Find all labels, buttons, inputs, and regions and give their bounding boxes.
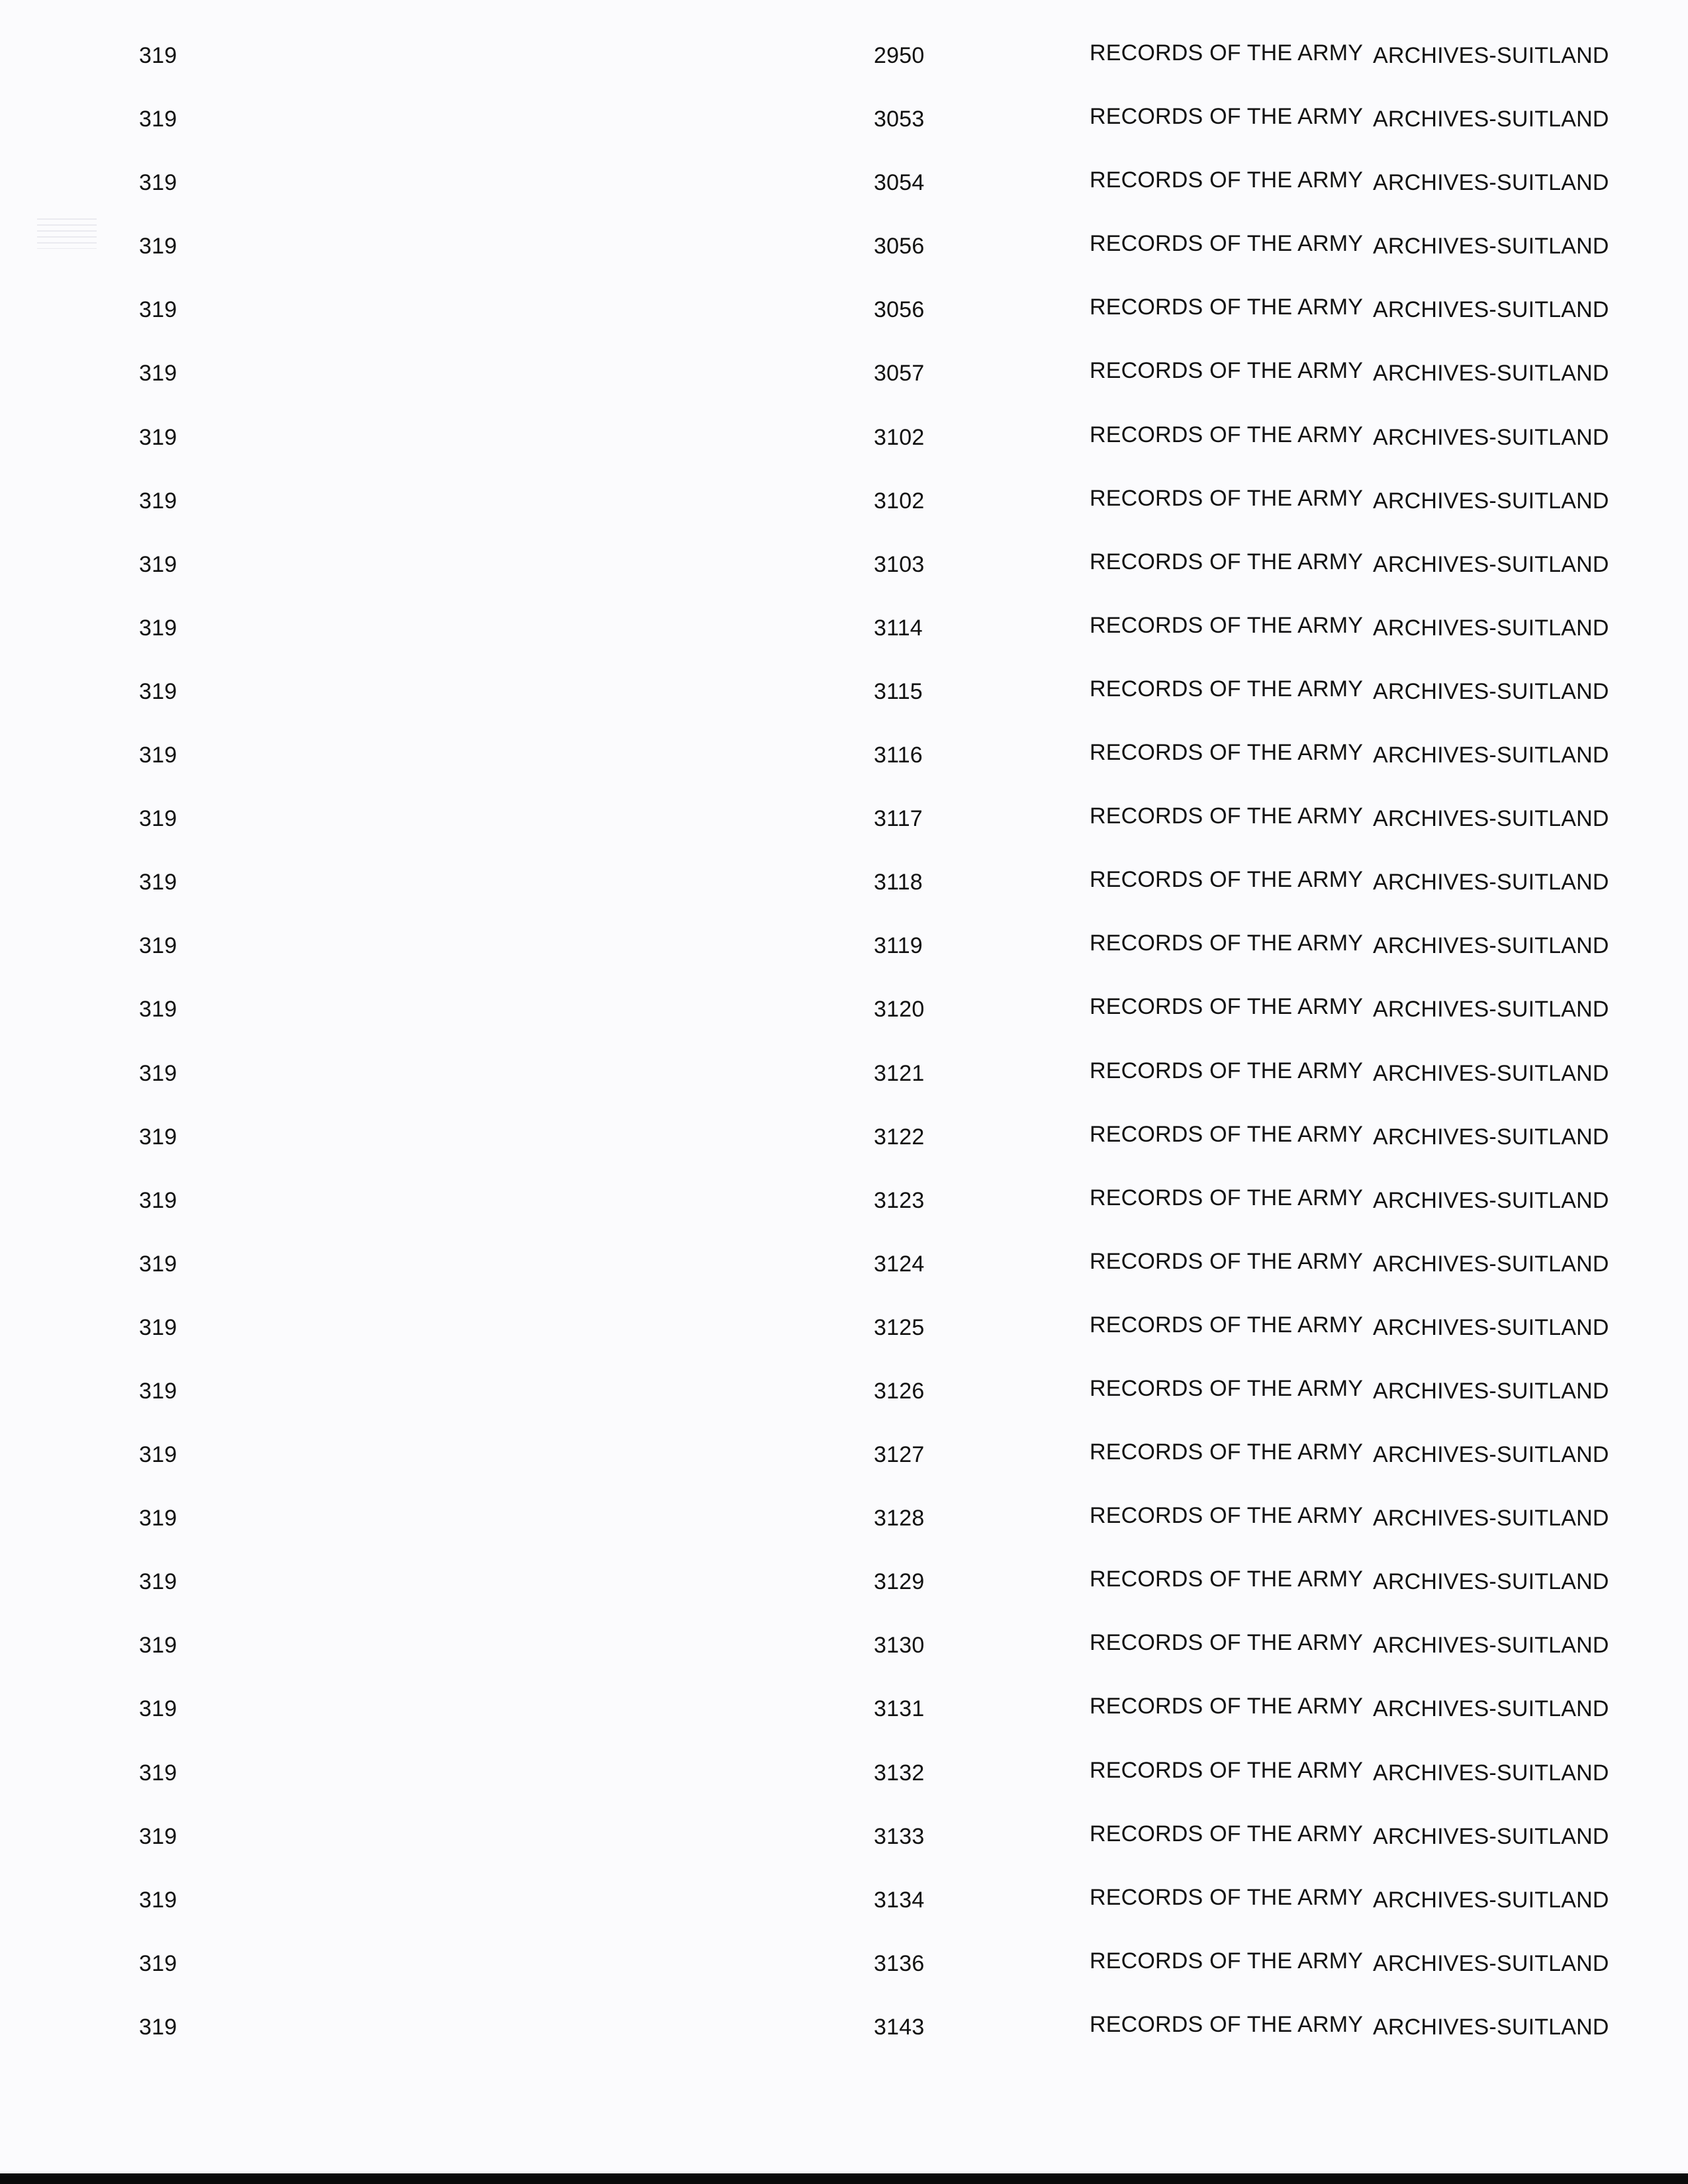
record-group-number: 319 bbox=[139, 1187, 177, 1213]
record-group-number: 319 bbox=[139, 361, 177, 387]
record-title: RECORDS OF THE ARMY bbox=[1090, 867, 1364, 893]
entry-number: 3126 bbox=[874, 1378, 925, 1404]
record-group-number: 319 bbox=[139, 1887, 177, 1913]
record-row bbox=[0, 1886, 1688, 1949]
record-title: RECORDS OF THE ARMY bbox=[1090, 104, 1364, 130]
record-title: RECORDS OF THE ARMY bbox=[1090, 295, 1364, 320]
archive-location: ARCHIVES-SUITLAND bbox=[1373, 424, 1609, 450]
entry-number: 3119 bbox=[874, 933, 923, 959]
archive-location: ARCHIVES-SUITLAND bbox=[1373, 551, 1609, 577]
archive-location: ARCHIVES-SUITLAND bbox=[1373, 1569, 1609, 1595]
entry-number: 3129 bbox=[874, 1569, 925, 1595]
record-row bbox=[0, 1250, 1688, 1313]
record-title: RECORDS OF THE ARMY bbox=[1090, 994, 1364, 1020]
record-group-number: 319 bbox=[139, 488, 177, 514]
record-title: RECORDS OF THE ARMY bbox=[1090, 1503, 1364, 1529]
entry-number: 3132 bbox=[874, 1760, 925, 1786]
record-group-number: 319 bbox=[139, 2014, 177, 2040]
entry-number: 3118 bbox=[874, 870, 923, 895]
record-group-number: 319 bbox=[139, 806, 177, 832]
entry-number: 3122 bbox=[874, 1124, 925, 1150]
record-group-number: 319 bbox=[139, 1124, 177, 1150]
archive-location: ARCHIVES-SUITLAND bbox=[1373, 43, 1609, 68]
record-title: RECORDS OF THE ARMY bbox=[1090, 612, 1364, 638]
entry-number: 3103 bbox=[874, 551, 925, 577]
record-group-number: 319 bbox=[139, 933, 177, 959]
record-title: RECORDS OF THE ARMY bbox=[1090, 803, 1364, 829]
record-row bbox=[0, 41, 1688, 105]
entry-number: 3124 bbox=[874, 1251, 925, 1277]
archive-location: ARCHIVES-SUITLAND bbox=[1373, 678, 1609, 704]
record-title: RECORDS OF THE ARMY bbox=[1090, 358, 1364, 384]
record-title: RECORDS OF THE ARMY bbox=[1090, 740, 1364, 766]
record-row bbox=[0, 931, 1688, 995]
record-row bbox=[0, 1313, 1688, 1377]
entry-number: 3121 bbox=[874, 1060, 925, 1086]
record-title: RECORDS OF THE ARMY bbox=[1090, 1312, 1364, 1338]
record-row bbox=[0, 1949, 1688, 2013]
entry-number: 3053 bbox=[874, 107, 925, 132]
entry-number: 3117 bbox=[874, 806, 923, 832]
archive-location: ARCHIVES-SUITLAND bbox=[1373, 170, 1609, 196]
entry-number: 3143 bbox=[874, 2014, 925, 2040]
archive-location: ARCHIVES-SUITLAND bbox=[1373, 1950, 1609, 1976]
archive-location: ARCHIVES-SUITLAND bbox=[1373, 933, 1609, 959]
record-row bbox=[0, 741, 1688, 804]
archive-location: ARCHIVES-SUITLAND bbox=[1373, 1823, 1609, 1849]
archive-location: ARCHIVES-SUITLAND bbox=[1373, 297, 1609, 323]
record-row bbox=[0, 1377, 1688, 1440]
entry-number: 3116 bbox=[874, 743, 923, 768]
record-group-number: 319 bbox=[139, 870, 177, 895]
record-group-number: 319 bbox=[139, 234, 177, 259]
records-list bbox=[0, 41, 1688, 2076]
entry-number: 3115 bbox=[874, 678, 923, 704]
entry-number: 2950 bbox=[874, 43, 925, 68]
record-group-number: 319 bbox=[139, 107, 177, 132]
record-row bbox=[0, 2013, 1688, 2076]
entry-number: 3131 bbox=[874, 1696, 925, 1722]
entry-number: 3057 bbox=[874, 361, 925, 387]
record-group-number: 319 bbox=[139, 1633, 177, 1659]
record-group-number: 319 bbox=[139, 1950, 177, 1976]
record-row bbox=[0, 359, 1688, 422]
entry-number: 3102 bbox=[874, 488, 925, 514]
record-row bbox=[0, 550, 1688, 614]
record-row bbox=[0, 1440, 1688, 1504]
record-group-number: 319 bbox=[139, 997, 177, 1023]
record-row bbox=[0, 1186, 1688, 1250]
record-title: RECORDS OF THE ARMY bbox=[1090, 1185, 1364, 1210]
record-title: RECORDS OF THE ARMY bbox=[1090, 1884, 1364, 1910]
record-group-number: 319 bbox=[139, 615, 177, 641]
archive-location: ARCHIVES-SUITLAND bbox=[1373, 1887, 1609, 1913]
archive-location: ARCHIVES-SUITLAND bbox=[1373, 488, 1609, 514]
record-row bbox=[0, 105, 1688, 168]
record-title: RECORDS OF THE ARMY bbox=[1090, 1121, 1364, 1147]
record-title: RECORDS OF THE ARMY bbox=[1090, 1757, 1364, 1783]
archive-location: ARCHIVES-SUITLAND bbox=[1373, 997, 1609, 1023]
record-title: RECORDS OF THE ARMY bbox=[1090, 231, 1364, 257]
archive-location: ARCHIVES-SUITLAND bbox=[1373, 1506, 1609, 1531]
record-group-number: 319 bbox=[139, 1823, 177, 1849]
record-title: RECORDS OF THE ARMY bbox=[1090, 1058, 1364, 1083]
entry-number: 3133 bbox=[874, 1823, 925, 1849]
entry-number: 3056 bbox=[874, 234, 925, 259]
record-row bbox=[0, 295, 1688, 359]
archive-location: ARCHIVES-SUITLAND bbox=[1373, 1633, 1609, 1659]
archive-location: ARCHIVES-SUITLAND bbox=[1373, 1314, 1609, 1340]
archive-location: ARCHIVES-SUITLAND bbox=[1373, 1442, 1609, 1468]
record-row bbox=[0, 232, 1688, 295]
record-title: RECORDS OF THE ARMY bbox=[1090, 1694, 1364, 1719]
record-row bbox=[0, 868, 1688, 931]
entry-number: 3056 bbox=[874, 297, 925, 323]
archive-location: ARCHIVES-SUITLAND bbox=[1373, 806, 1609, 832]
record-group-number: 319 bbox=[139, 743, 177, 768]
record-row bbox=[0, 1758, 1688, 1822]
record-group-number: 319 bbox=[139, 678, 177, 704]
record-row bbox=[0, 804, 1688, 868]
archive-location: ARCHIVES-SUITLAND bbox=[1373, 1696, 1609, 1722]
record-row bbox=[0, 168, 1688, 232]
archive-location: ARCHIVES-SUITLAND bbox=[1373, 1060, 1609, 1086]
entry-number: 3125 bbox=[874, 1314, 925, 1340]
entry-number: 3120 bbox=[874, 997, 925, 1023]
record-title: RECORDS OF THE ARMY bbox=[1090, 1439, 1364, 1465]
record-row bbox=[0, 1122, 1688, 1186]
record-title: RECORDS OF THE ARMY bbox=[1090, 422, 1364, 447]
record-row bbox=[0, 995, 1688, 1058]
record-group-number: 319 bbox=[139, 1060, 177, 1086]
record-row bbox=[0, 677, 1688, 741]
record-group-number: 319 bbox=[139, 1760, 177, 1786]
archive-location: ARCHIVES-SUITLAND bbox=[1373, 234, 1609, 259]
archive-location: ARCHIVES-SUITLAND bbox=[1373, 1124, 1609, 1150]
record-title: RECORDS OF THE ARMY bbox=[1090, 931, 1364, 956]
record-group-number: 319 bbox=[139, 424, 177, 450]
archive-location: ARCHIVES-SUITLAND bbox=[1373, 107, 1609, 132]
archive-location: ARCHIVES-SUITLAND bbox=[1373, 1760, 1609, 1786]
record-row bbox=[0, 423, 1688, 486]
entry-number: 3123 bbox=[874, 1187, 925, 1213]
entry-number: 3114 bbox=[874, 615, 923, 641]
record-row bbox=[0, 1059, 1688, 1122]
scanner-edge-bar bbox=[0, 2173, 1688, 2184]
record-group-number: 319 bbox=[139, 1314, 177, 1340]
record-title: RECORDS OF THE ARMY bbox=[1090, 1248, 1364, 1274]
record-title: RECORDS OF THE ARMY bbox=[1090, 549, 1364, 574]
record-row bbox=[0, 614, 1688, 677]
record-row bbox=[0, 1822, 1688, 1886]
record-row bbox=[0, 1504, 1688, 1567]
record-group-number: 319 bbox=[139, 1442, 177, 1468]
record-group-number: 319 bbox=[139, 551, 177, 577]
entry-number: 3054 bbox=[874, 170, 925, 196]
record-row bbox=[0, 1567, 1688, 1631]
entry-number: 3130 bbox=[874, 1633, 925, 1659]
entry-number: 3102 bbox=[874, 424, 925, 450]
record-title: RECORDS OF THE ARMY bbox=[1090, 167, 1364, 193]
record-row bbox=[0, 486, 1688, 550]
entry-number: 3136 bbox=[874, 1950, 925, 1976]
archive-location: ARCHIVES-SUITLAND bbox=[1373, 1187, 1609, 1213]
record-group-number: 319 bbox=[139, 1378, 177, 1404]
entry-number: 3127 bbox=[874, 1442, 925, 1468]
record-title: RECORDS OF THE ARMY bbox=[1090, 1567, 1364, 1592]
record-row bbox=[0, 1694, 1688, 1758]
record-title: RECORDS OF THE ARMY bbox=[1090, 40, 1364, 66]
entry-number: 3134 bbox=[874, 1887, 925, 1913]
record-group-number: 319 bbox=[139, 43, 177, 68]
record-title: RECORDS OF THE ARMY bbox=[1090, 676, 1364, 702]
record-title: RECORDS OF THE ARMY bbox=[1090, 1821, 1364, 1846]
record-title: RECORDS OF THE ARMY bbox=[1090, 2011, 1364, 2037]
record-group-number: 319 bbox=[139, 297, 177, 323]
record-group-number: 319 bbox=[139, 1251, 177, 1277]
record-title: RECORDS OF THE ARMY bbox=[1090, 1630, 1364, 1656]
archive-location: ARCHIVES-SUITLAND bbox=[1373, 1378, 1609, 1404]
record-row bbox=[0, 1631, 1688, 1694]
archive-location: ARCHIVES-SUITLAND bbox=[1373, 743, 1609, 768]
archive-location: ARCHIVES-SUITLAND bbox=[1373, 1251, 1609, 1277]
record-title: RECORDS OF THE ARMY bbox=[1090, 1948, 1364, 1974]
record-group-number: 319 bbox=[139, 1506, 177, 1531]
record-group-number: 319 bbox=[139, 170, 177, 196]
record-group-number: 319 bbox=[139, 1569, 177, 1595]
archive-location: ARCHIVES-SUITLAND bbox=[1373, 870, 1609, 895]
record-title: RECORDS OF THE ARMY bbox=[1090, 485, 1364, 511]
entry-number: 3128 bbox=[874, 1506, 925, 1531]
record-title: RECORDS OF THE ARMY bbox=[1090, 1375, 1364, 1401]
archive-location: ARCHIVES-SUITLAND bbox=[1373, 2014, 1609, 2040]
archive-location: ARCHIVES-SUITLAND bbox=[1373, 615, 1609, 641]
archive-location: ARCHIVES-SUITLAND bbox=[1373, 361, 1609, 387]
record-group-number: 319 bbox=[139, 1696, 177, 1722]
